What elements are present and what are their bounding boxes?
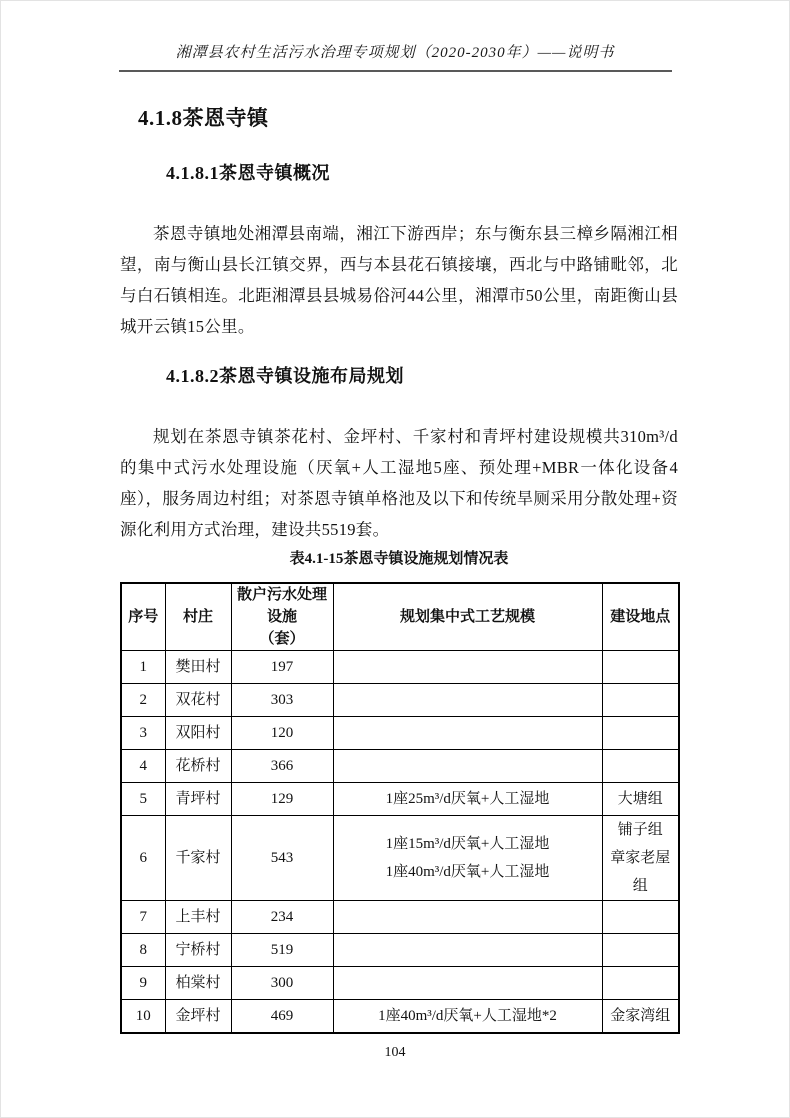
- location-cell: [602, 901, 679, 934]
- table-row: [121, 816, 679, 901]
- units-cell: 300: [231, 967, 333, 1000]
- subsection-overview-heading: 4.1.8.1茶恩寺镇概况: [166, 163, 330, 183]
- process-line: 1座40m³/d厌氧+人工湿地: [385, 864, 550, 880]
- page-content: [120, 106, 678, 1034]
- process-cell: [333, 651, 602, 684]
- village-cell: 千家村: [165, 816, 231, 901]
- units-cell: 469: [231, 1000, 333, 1034]
- table-row: [121, 967, 679, 1000]
- col-header-units-line2: （套）: [259, 631, 305, 647]
- village-cell: 宁桥村: [165, 934, 231, 967]
- process-cell: [333, 717, 602, 750]
- row-number-cell: 2: [121, 684, 165, 717]
- col-header-units: [231, 583, 333, 651]
- process-cell: [333, 816, 602, 901]
- process-cell: [333, 684, 602, 717]
- layout-paragraph: 规划在茶恩寺镇茶花村、金坪村、千家村和青坪村建设规模共310m³/d的集中式污水处理设施（厌氧+人工湿地5座、预处理+MBR一体化设备4座），服务周边村组；对茶恩寺镇单格池及以下和传统旱厕采用分散处理+资源化利用方式治理，建设共5519套。: [120, 427, 678, 539]
- village-cell: 青坪村: [165, 783, 231, 816]
- col-header-no: 序号: [121, 583, 165, 651]
- header-rule: [119, 70, 672, 72]
- document-title: 湘潭县农村生活污水治理专项规划（2020-2030年）——说明书: [175, 45, 615, 61]
- location-cell: 金家湾组: [602, 1000, 679, 1034]
- units-cell: 234: [231, 901, 333, 934]
- process-cell: [333, 901, 602, 934]
- table-row: [121, 901, 679, 934]
- table-row: [121, 717, 679, 750]
- facilities-planning-table: [120, 582, 680, 1034]
- row-number-cell: 7: [121, 901, 165, 934]
- page-number: 104: [384, 1045, 406, 1060]
- village-cell: 上丰村: [165, 901, 231, 934]
- location-cell: [602, 684, 679, 717]
- location-cell: [602, 651, 679, 684]
- row-number-cell: 5: [121, 783, 165, 816]
- process-cell: 1座40m³/d厌氧+人工湿地*2: [333, 1000, 602, 1034]
- table-header-row: [121, 583, 679, 651]
- location-cell: 大塘组: [602, 783, 679, 816]
- table-row: [121, 750, 679, 783]
- row-number-cell: 1: [121, 651, 165, 684]
- row-number-cell: 8: [121, 934, 165, 967]
- subsection-layout-heading: 4.1.8.2茶恩寺镇设施布局规划: [166, 366, 404, 386]
- village-cell: 双花村: [165, 684, 231, 717]
- village-cell: 樊田村: [165, 651, 231, 684]
- process-cell: [333, 934, 602, 967]
- units-cell: 366: [231, 750, 333, 783]
- row-number-cell: 3: [121, 717, 165, 750]
- row-number-cell: 9: [121, 967, 165, 1000]
- row-number-cell: 10: [121, 1000, 165, 1034]
- village-cell: 双阳村: [165, 717, 231, 750]
- table-row: [121, 1000, 679, 1034]
- units-cell: 120: [231, 717, 333, 750]
- row-number-cell: 4: [121, 750, 165, 783]
- location-cell: [602, 967, 679, 1000]
- village-cell: 金坪村: [165, 1000, 231, 1034]
- location-cell: [602, 750, 679, 783]
- location-cell: [602, 934, 679, 967]
- col-header-village: 村庄: [165, 583, 231, 651]
- table-row: [121, 934, 679, 967]
- location-line: 铺子组: [617, 822, 663, 838]
- table-row: [121, 783, 679, 816]
- process-line: 1座15m³/d厌氧+人工湿地: [385, 836, 550, 852]
- section-heading: 4.1.8茶恩寺镇: [138, 106, 269, 130]
- process-cell: [333, 967, 602, 1000]
- location-cell: [602, 717, 679, 750]
- process-cell: 1座25m³/d厌氧+人工湿地: [333, 783, 602, 816]
- units-cell: 197: [231, 651, 333, 684]
- units-cell: 129: [231, 783, 333, 816]
- location-cell: [602, 816, 679, 901]
- col-header-location: 建设地点: [602, 583, 679, 651]
- col-header-units-line1: 散户污水处理设施: [236, 587, 327, 625]
- overview-paragraph: 茶恩寺镇地处湘潭县南端，湘江下游西岸；东与衡东县三樟乡隔湘江相望，南与衡山县长江镇交界，西与本县花石镇接壤，西北与中路铺毗邻，北与白石镇相连。北距湘潭县县城易俗河44公里，湘潭市50公里，南距衡山县城开云镇15公里。: [120, 224, 678, 336]
- running-header: [1, 43, 789, 72]
- village-cell: 柏棠村: [165, 967, 231, 1000]
- units-cell: 303: [231, 684, 333, 717]
- col-header-process: 规划集中式工艺规模: [333, 583, 602, 651]
- process-cell: [333, 750, 602, 783]
- table-row: [121, 651, 679, 684]
- table-caption: 表4.1-15茶恩寺镇设施规划情况表: [289, 551, 509, 567]
- village-cell: 花桥村: [165, 750, 231, 783]
- units-cell: 543: [231, 816, 333, 901]
- units-cell: 519: [231, 934, 333, 967]
- row-number-cell: 6: [121, 816, 165, 901]
- location-line: 章家老屋组: [610, 850, 671, 894]
- table-row: [121, 684, 679, 717]
